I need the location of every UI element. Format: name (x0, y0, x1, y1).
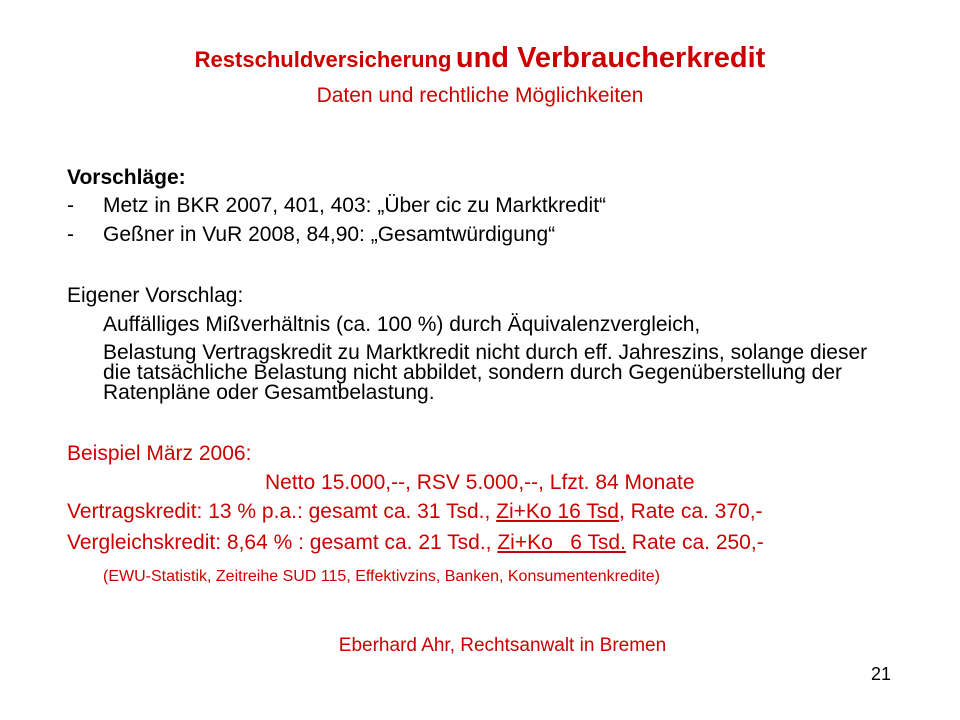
example-netto-line: Netto 15.000,--, RSV 5.000,--, Lfzt. 84 Monate (265, 471, 695, 494)
contract-interest-costs: Zi+Ko 16 Tsd (496, 500, 619, 523)
comparison-rate: Rate ca. 250,- (625, 531, 764, 554)
comparison-interest-costs: Zi+Ko 6 Tsd. (497, 531, 626, 554)
proposals-heading: Vorschläge: (67, 166, 186, 189)
list-dash: - (67, 223, 74, 246)
contract-text: Vertragskredit: 13 % p.a.: gesamt ca. 31 Tsd., (67, 500, 497, 523)
page-number: 21 (871, 664, 892, 684)
proposal-item-text: Metz in BKR 2007, 401, 403: „Über cic zu Marktkredit“ (103, 194, 607, 217)
own-proposal-heading: Eigener Vorschlag: (67, 284, 244, 307)
example-comparison-line (67, 531, 764, 555)
own-proposal-line: Auffälliges Mißverhältnis (ca. 100 %) durch Äquivalenzvergleich, (103, 313, 701, 336)
title-part-1: Restschuldversicherung (194, 47, 452, 72)
proposal-item (67, 223, 555, 247)
comparison-text: Vergleichskredit: 8,64 % : gesamt ca. 21 Tsd., (67, 531, 498, 554)
example-source: (EWU-Statistik, Zeitreihe SUD 115, Effektivzins, Banken, Konsumentenkredite) (103, 568, 660, 585)
contract-rate: , Rate ca. 370,- (618, 500, 763, 523)
slide-subtitle: Daten und rechtliche Möglichkeiten (316, 84, 644, 107)
example-contract-line (67, 500, 763, 524)
author-line: Eberhard Ahr, Rechtsanwalt in Bremen (338, 635, 667, 656)
title-part-2: und Verbraucherkredit (455, 42, 766, 74)
example-heading: Beispiel März 2006: (67, 442, 252, 465)
list-dash: - (67, 194, 74, 217)
proposal-item (67, 194, 606, 218)
slide-title (0, 42, 960, 75)
own-proposal-paragraph: Belastung Vertragskredit zu Marktkredit nicht durch eff. Jahreszins, solange dieser die tatsächliche Belastung nicht abbildet, sondern durch Gegenüberstellung der Ratenpläne oder Gesamtbelastung. (103, 341, 868, 404)
proposal-item-text: Geßner in VuR 2008, 84,90: „Gesamtwürdigung“ (103, 223, 556, 246)
